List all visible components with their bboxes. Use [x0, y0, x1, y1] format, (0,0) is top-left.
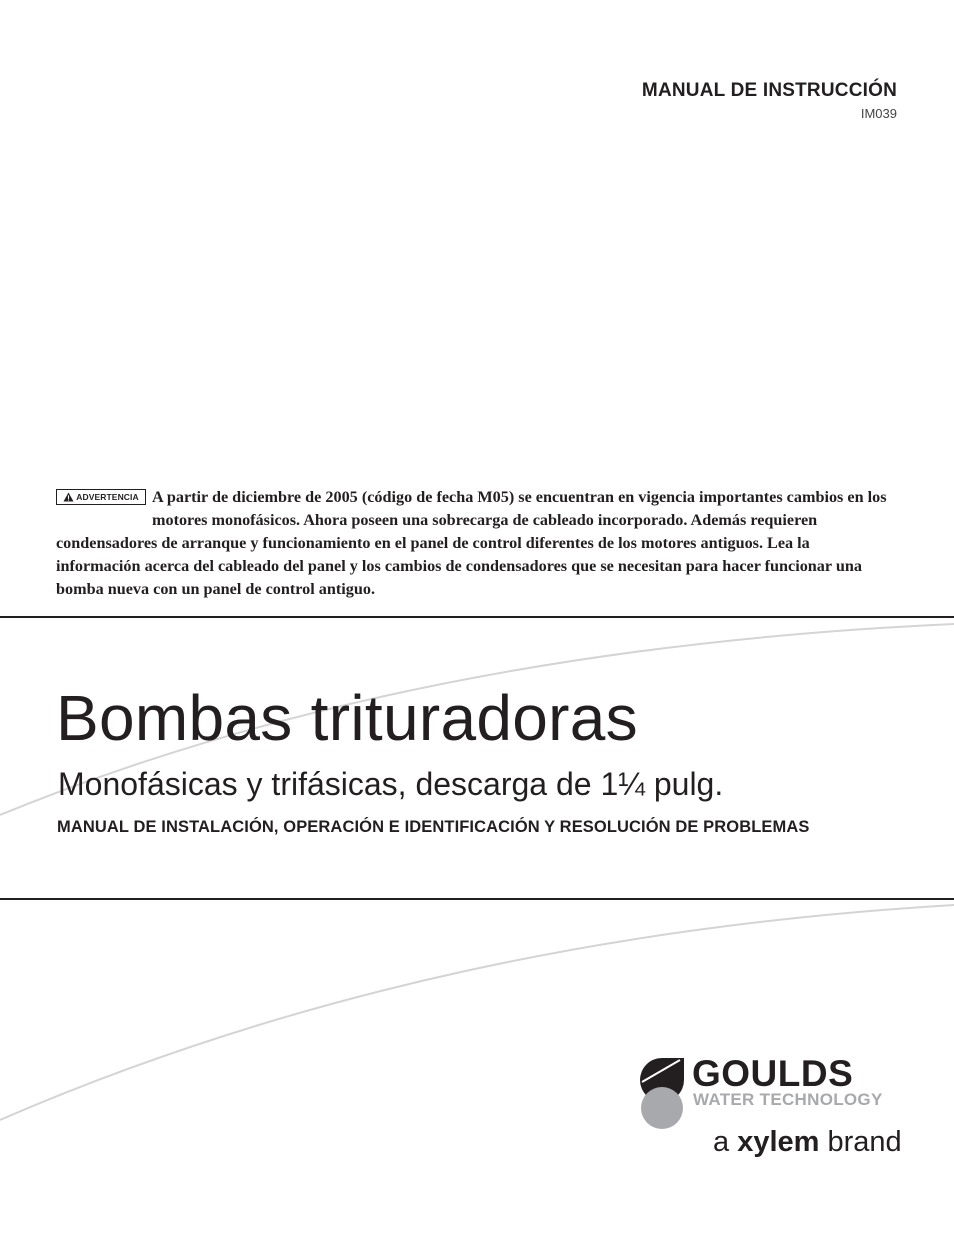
manual-title: MANUAL DE INSTRUCCIÓN	[641, 80, 897, 101]
warning-badge	[56, 489, 146, 505]
header-block	[642, 80, 897, 121]
warning-notice	[56, 486, 898, 601]
warning-triangle-icon	[63, 492, 74, 502]
warning-badge-label: ADVERTENCIA	[76, 491, 139, 502]
doc-code: IM039	[860, 106, 897, 121]
bottom-rule	[0, 898, 954, 900]
brand-tagline: WATER TECHNOLOGY	[693, 1090, 883, 1109]
xylem-brand-line	[713, 1126, 902, 1159]
subtitle: Monofásicas y trifásicas, descarga de 1¼ pulg.	[58, 766, 724, 802]
section-heading: MANUAL DE INSTALACIÓN, OPERACIÓN E IDENTIFICACIÓN Y RESOLUCIÓN DE PROBLEMAS	[57, 818, 810, 836]
brand-line-prefix: a	[713, 1126, 738, 1158]
top-rule	[0, 616, 954, 618]
goulds-logo	[640, 1053, 902, 1168]
goulds-drop-icon	[640, 1058, 684, 1130]
xylem-wordmark: xylem	[737, 1126, 820, 1158]
brand-line-suffix: brand	[819, 1126, 902, 1158]
warning-text: A partir de diciembre de 2005 (código de fecha M05) se encuentran en vigencia importantes cambios en los motores monofásicos. Ahora poseen una sobrecarga de cableado incorporado. Además requieren condensadores de arranque y funcionamiento en el panel de control diferentes de los motores antiguos. Lea la información acerca del cableado del panel y los cambios de condensadores que se necesitan para hacer funcionar una bomba nueva con un panel de control antiguo.	[56, 488, 887, 598]
main-title: Bombas trituradoras	[56, 682, 638, 754]
brand-name: GOULDS	[692, 1053, 854, 1094]
